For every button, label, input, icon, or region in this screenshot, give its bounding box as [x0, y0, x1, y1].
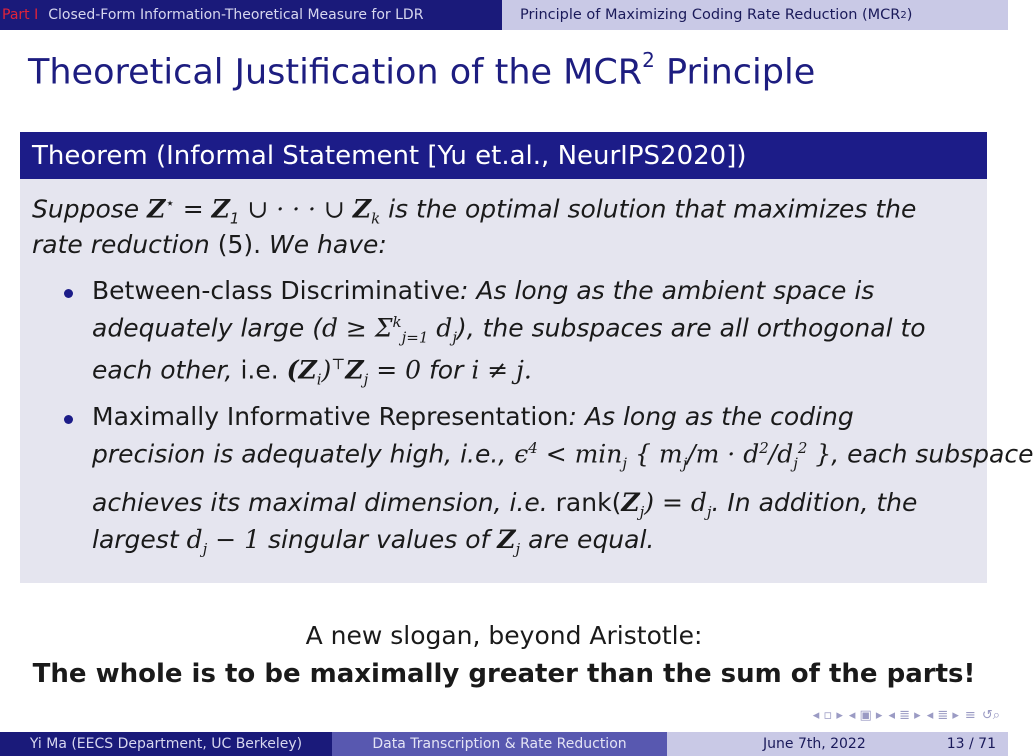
bullet2-exp4: 4 — [528, 439, 538, 457]
bullet1-zj: Z — [345, 355, 364, 385]
bullet2-rank-dj-sub: j — [706, 503, 712, 521]
bullet1-line1 — [92, 276, 874, 305]
bullet-1-icon — [64, 289, 73, 298]
bullet1-sum-sub: j=1 — [401, 328, 429, 347]
bullet1-l2-b: ), the subspaces are all orthogonal to — [456, 313, 926, 343]
intro-z1: Z — [211, 194, 230, 224]
bullet-2-icon — [64, 415, 73, 424]
nav-frame-next-icon[interactable]: ◂ ▣ ▸ — [848, 708, 883, 723]
intro-eq-ref: (5). — [217, 230, 269, 259]
bullet2-l2-b: , each subspace — [831, 439, 1033, 469]
footer-bar — [0, 732, 1008, 756]
bullet1-dj: d — [428, 313, 453, 343]
intro-star: ⋆ — [165, 194, 175, 212]
intro-union: ∪ · · · ∪ — [239, 194, 353, 224]
bullet1-l3-a: each other, — [92, 355, 241, 385]
theorem-intro-line1 — [32, 194, 916, 227]
intro-sub-k: k — [371, 209, 381, 228]
footer-title: Data Transcription & Rate Reduction — [332, 732, 667, 756]
bullet2-min: < min — [537, 439, 623, 469]
section-right-sup: 2 — [900, 9, 907, 21]
bullet1-dj-sub: j — [452, 328, 457, 347]
bullet2-l4-c: are equal. — [520, 525, 655, 554]
beamer-nav-controls — [813, 708, 1000, 723]
header-right[interactable] — [502, 0, 1008, 30]
nav-align-icon[interactable]: ≡ — [964, 708, 976, 723]
bullet1-zi-sub: i — [316, 370, 322, 389]
bullet1-for: for — [421, 355, 472, 385]
theorem-heading-text: Theorem (Informal Statement [Yu et.al., NeurIPS2020]) — [32, 140, 747, 171]
bullet2-min-sub: j — [622, 454, 628, 473]
theorem-heading — [20, 132, 987, 179]
slide-title-text: Theoretical Justification of the MCR — [28, 52, 643, 93]
bullet2-l3-b: . In addition, the — [711, 488, 918, 517]
footer-author: Yi Ma (EECS Department, UC Berkeley) — [0, 732, 332, 756]
bullet2-frac-d-exp: 2 — [759, 439, 769, 457]
header-left[interactable] — [0, 0, 502, 30]
bullet2-rank: rank( — [555, 488, 622, 517]
intro-suppose: Suppose — [32, 194, 148, 224]
footer-right — [667, 732, 1008, 756]
bullet1-line3 — [92, 355, 532, 388]
bullet1-sum: d ≥ Σ — [321, 313, 393, 343]
bullet2-l4-a: largest — [92, 525, 187, 554]
nav-subsection-icon[interactable]: ◂ ≣ ▸ — [888, 708, 921, 723]
bullet2-label: Maximally Informative Representation — [92, 402, 569, 431]
bullet1-zj-sub: j — [363, 370, 369, 389]
theorem-intro-line2 — [32, 230, 387, 259]
footer-page: 13 / 71 — [946, 736, 996, 752]
theorem-body — [20, 179, 1033, 583]
bullet1-colon: : As long as the ambient space is — [460, 276, 875, 305]
bullet1-paren: ) — [321, 355, 332, 385]
bullet2-l2-a: precision is adequately high, i.e., — [92, 439, 515, 469]
header-bar — [0, 0, 1008, 30]
intro-zk: Z — [352, 194, 372, 224]
bullet2-frac-dj-exp: 2 — [797, 439, 808, 457]
bullet2-dj: d — [186, 525, 203, 554]
bullet2-frac-dj: /d — [768, 439, 794, 469]
intro-z: Z — [147, 194, 166, 224]
nav-search-icon[interactable]: ↺⌕ — [981, 708, 1000, 723]
bullet2-frac-mj-sub: j — [682, 454, 688, 473]
slogan-line1: A new slogan, beyond Aristotle: — [305, 621, 703, 650]
bullet2-line2 — [92, 439, 1033, 472]
bullet2-zj-sub: j — [515, 540, 521, 558]
bullet1-eq: = 0 — [368, 355, 422, 385]
intro-eq: = — [174, 194, 212, 224]
intro-line2-a: rate reduction — [32, 230, 218, 259]
slide-title-tail: Principle — [666, 52, 816, 93]
nav-section-icon[interactable]: ◂ ≣ ▸ — [926, 708, 959, 723]
bullet2-line4 — [92, 525, 654, 558]
slide-title-sup: 2 — [642, 48, 655, 72]
bullet1-ineq: i ≠ j. — [471, 355, 532, 385]
bullet1-sum-sup: k — [392, 313, 402, 331]
bullet1-ie: i.e. — [240, 355, 287, 385]
bullet1-l2-a: adequately large ( — [92, 313, 322, 343]
bullet1-label: Between-class Discriminative — [92, 276, 460, 305]
bullet2-l4-b: singular values of — [260, 525, 498, 554]
slide-title — [28, 48, 816, 93]
bullet1-zi: (Z — [286, 355, 317, 385]
bullet2-colon: : As long as the coding — [568, 402, 854, 431]
intro-sub-1: 1 — [229, 209, 240, 228]
bullet2-frac-mj: { m — [627, 439, 683, 469]
footer-date: June 7th, 2022 — [763, 736, 866, 752]
part-label[interactable]: Part I — [2, 7, 39, 23]
bullet2-frac-dj-sub: j — [793, 454, 798, 473]
section-left-label[interactable]: Closed-Form Information-Theoretical Measure for LDR — [48, 7, 424, 23]
section-right-close: ) — [906, 7, 913, 23]
bullet2-zj: Z — [497, 525, 516, 554]
nav-frame-prev-icon[interactable]: ◂ ▫ ▸ — [812, 708, 843, 723]
bullet2-dj-sub: j — [202, 540, 208, 558]
bullet2-brace: } — [807, 439, 832, 469]
bullet2-line3 — [92, 488, 917, 521]
section-right-label: Principle of Maximizing Coding Rate Reduction (MCR — [520, 7, 901, 23]
bullet2-frac-d: /m · d — [687, 439, 760, 469]
intro-rest: is the optimal solution that maximizes the — [380, 194, 917, 224]
bullet2-line1 — [92, 402, 854, 431]
bullet2-rank-z-sub: j — [639, 503, 645, 521]
bullet2-epsilon: ϵ — [514, 439, 529, 469]
intro-line2-c: We have: — [269, 230, 387, 259]
bullet2-rank-z: Z — [621, 488, 640, 517]
bullet1-transpose: ⊤ — [331, 355, 346, 373]
bullet2-minus-one: − 1 — [207, 525, 260, 554]
slogan-line2: The whole is to be maximally greater than the sum of the parts! — [32, 659, 976, 689]
bullet1-line2 — [92, 313, 926, 346]
bullet2-rank-eq: ) = d — [644, 488, 707, 517]
bullet2-l3-a: achieves its maximal dimension, i.e. — [92, 488, 556, 517]
